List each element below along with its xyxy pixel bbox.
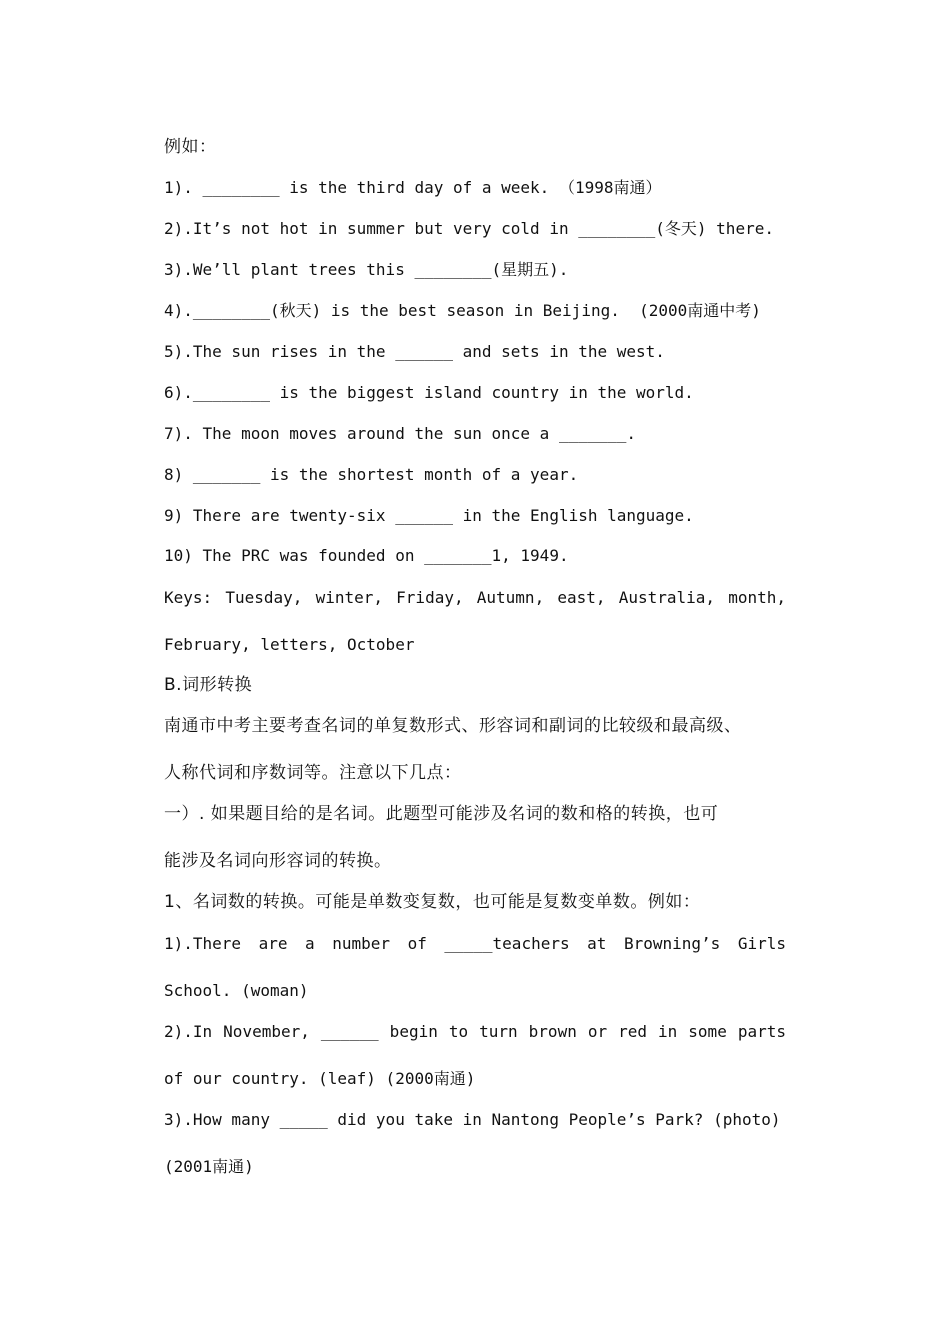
subsection-heading: 1、名词数的转换。可能是单数变复数，也可能是复数变单数。例如：	[164, 892, 701, 912]
noun-exercise-3-line-1: 3).How many _____ did you take in Nantong People’s Park? (photo)	[164, 1110, 781, 1129]
exercise-line-2: 2).It’s not hot in summer but very cold in ________(冬天) there.	[164, 219, 774, 238]
noun-exercise-2-line-2: of our country. (leaf) (2000南通)	[164, 1069, 476, 1088]
exercise-line-4: 4).________(秋天) is the best season in Beijing. (2000南通中考)	[164, 301, 761, 320]
noun-exercise-2-line-1: 2).In November, ______ begin to turn brown or red in some parts	[164, 1022, 786, 1041]
exercise-line-10: 10) The PRC was founded on _______1, 1949.	[164, 546, 569, 565]
exercise-line-6: 6).________ is the biggest island country in the world.	[164, 383, 694, 402]
intro-paragraph-line-1: 南通市中考主要考查名词的单复数形式、形容词和副词的比较级和最高级、	[164, 716, 742, 736]
exercise-line-9: 9) There are twenty-six ______ in the English language.	[164, 506, 694, 525]
keys-line-1: Keys: Tuesday, winter, Friday, Autumn, east, Australia, month,	[164, 588, 786, 607]
exercise-line-1: 1). ________ is the third day of a week. （1998南通）	[164, 178, 662, 197]
exercise-line-3: 3).We’ll plant trees this ________(星期五).	[164, 260, 569, 279]
noun-exercise-3-line-2: (2001南通)	[164, 1157, 254, 1176]
exercise-line-8: 8) _______ is the shortest month of a year.	[164, 465, 579, 484]
exercise-line-5: 5).The sun rises in the ______ and sets in the west.	[164, 342, 665, 361]
noun-exercise-1-line-1: 1).There are a number of _____teachers at Browning’s Girls	[164, 934, 786, 953]
exercise-line-7: 7). The moon moves around the sun once a _______.	[164, 424, 637, 443]
keys-line-2: February, letters, October	[164, 635, 415, 654]
intro-paragraph-line-2: 人称代词和序数词等。注意以下几点：	[164, 763, 462, 783]
example-heading: 例如：	[164, 137, 217, 157]
note-paragraph-line-1: 一）. 如果题目给的是名词。此题型可能涉及名词的数和格的转换，也可	[164, 804, 719, 824]
noun-exercise-1-line-2: School. (woman)	[164, 981, 309, 1000]
section-b-heading: B.词形转换	[164, 675, 253, 695]
note-paragraph-line-2: 能涉及名词向形容词的转换。	[164, 851, 392, 871]
